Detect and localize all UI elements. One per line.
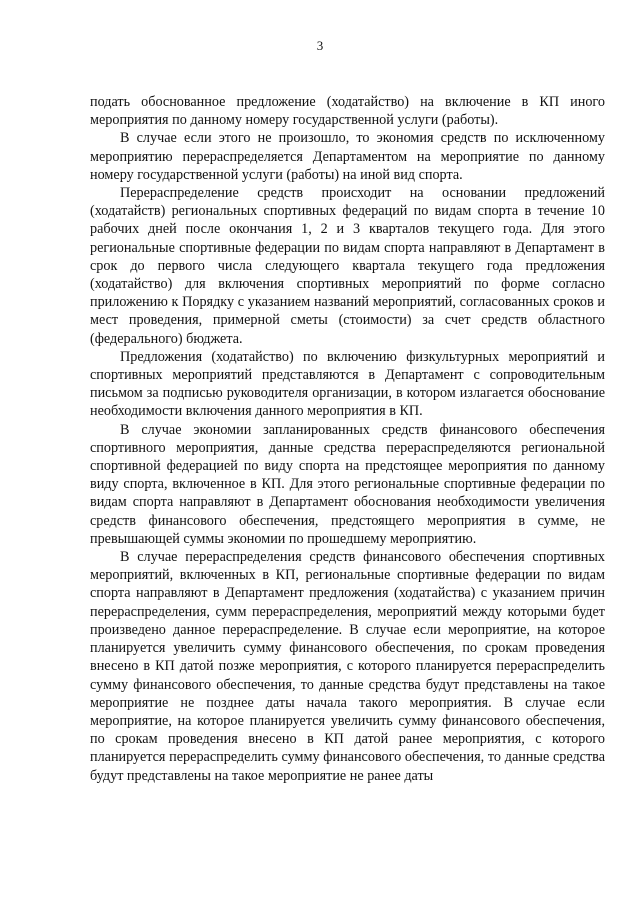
paragraph-continuation: подать обоснованное предложение (ходатайство) на включение в КП иного мероприятия по данному номеру государственной услуги (работы). bbox=[90, 94, 605, 129]
paragraph-savings-case: В случае экономии запланированных средств финансового обеспечения спортивного мероприятия, данные средства перераспределяются региональной спортивной федерацией по виду спорта на предстоящее мероприятия по данному виду спорта, включенное в КП. Для этого региональные спортивные федерации по видам спорта направляют в Департамент обоснования необходимости увеличения средств финансового обеспечения, предстоящего мероприятия в сумме, не превышающей суммы экономии по прошедшему мероприятию. bbox=[90, 421, 605, 547]
paragraph-proposals-submission: Предложения (ходатайство) по включению физкультурных мероприятий и спортивных мероприятий представляются в Департамент с сопроводительным письмом за подписью руководителя организации, в котором излагается обоснование необходимости включения данного мероприятия в КП. bbox=[90, 348, 605, 420]
paragraph-redistribution-case: В случае перераспределения средств финансового обеспечения спортивных мероприятий, включенных в КП, региональные спортивные федерации по видам спорта направляют в Департамент предложения (ходатайства) с указанием причин перераспределения, сумм перераспределения, мероприятий между которыми будет произведено данное перераспределение. В случае если мероприятие, на которое планируется увеличить сумму финансового обеспечения, по срокам проведения внесено в КП датой позже мероприятия, с которого планируется перераспределить сумму финансового обеспечения, то данные средства будут представлены на такое мероприятие не позднее даты начала такого мероприятия. В случае если мероприятие, на которое планируется увеличить сумму финансового обеспечения, по срокам проведения внесено в КП датой ранее мероприятия, с которого планируется перераспределить сумму финансового обеспечения, то данные средства будут представлены на такое мероприятие не ранее даты bbox=[90, 549, 605, 784]
document-body bbox=[90, 93, 605, 785]
paragraph-savings-redistribution: В случае если этого не произошло, то экономия средств по исключенному мероприятию перераспределяется Департаментом на мероприятие по данному номеру государственной услуги (работы) на иной вид спорта. bbox=[90, 130, 605, 183]
page-number: 3 bbox=[316, 38, 324, 53]
paragraph-redistribution-basis: Перераспределение средств происходит на основании предложений (ходатайств) региональных спортивных федераций по видам спорта в течение 10 рабочих дней после окончания 1, 2 и 3 кварталов текущего года. Для этого региональные спортивные федерации по видам спорта направляют в Департамент в срок до первого числа следующего квартала текущего года предложения (ходатайство) для включения спортивных мероприятий по форме согласно приложению к Порядку с указанием названий мероприятий, согласованных сроков и мест проведения, примерной сметы (стоимости) за счет средств областного (федерального) бюджета. bbox=[90, 185, 605, 347]
